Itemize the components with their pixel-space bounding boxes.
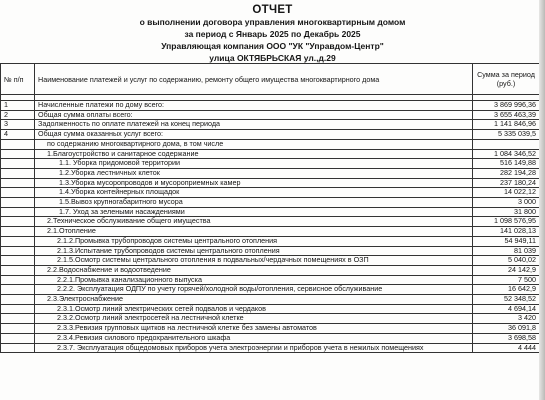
row-number bbox=[1, 168, 35, 178]
row-name: 2.3.Электроснабжение bbox=[35, 295, 473, 305]
row-amount: 7 500 bbox=[473, 275, 540, 285]
row-name: 2.3.4.Ревизия силового предохранительного шкафа bbox=[35, 333, 473, 343]
row-amount bbox=[473, 139, 540, 149]
row-amount: 81 039 bbox=[473, 246, 540, 256]
row-name: 1.2.Уборка лестничных клеток bbox=[35, 168, 473, 178]
row-name: 2.1.5.Осмотр системы центрального отопления в подвальных/чердачных помещениях в ОЗП bbox=[35, 256, 473, 266]
row-number bbox=[1, 314, 35, 324]
table-header-row bbox=[1, 64, 540, 95]
row-amount: 52 348,52 bbox=[473, 295, 540, 305]
row-amount: 14 022,12 bbox=[473, 188, 540, 198]
row-number bbox=[1, 217, 35, 227]
column-header-sum: Сумма за период (руб.) bbox=[473, 64, 540, 95]
page-edge-shadow bbox=[539, 0, 545, 400]
row-amount: 31 800 bbox=[473, 207, 540, 217]
table-row bbox=[1, 149, 540, 159]
row-amount: 36 091,8 bbox=[473, 324, 540, 334]
row-number bbox=[1, 188, 35, 198]
row-number bbox=[1, 159, 35, 169]
row-name: Общая сумма оказанных услуг всего: bbox=[35, 130, 473, 140]
row-amount: 237 180,24 bbox=[473, 178, 540, 188]
row-name: 2.1.2.Промывка трубопроводов системы центрального отопления bbox=[35, 236, 473, 246]
row-number bbox=[1, 256, 35, 266]
management-company: Управляющая компания ООО "УК "Управдом-Центр" bbox=[161, 41, 384, 51]
row-number bbox=[1, 178, 35, 188]
row-name: 2.3.1.Осмотр линий электрических сетей подвалов и чердаков bbox=[35, 304, 473, 314]
report-table bbox=[0, 63, 540, 353]
row-name: 2.1.Отопление bbox=[35, 227, 473, 237]
row-number bbox=[1, 246, 35, 256]
row-name: 2.2.Водоснабжение и водоотведение bbox=[35, 265, 473, 275]
row-amount: 24 142,9 bbox=[473, 265, 540, 275]
row-amount: 3 655 463,39 bbox=[473, 110, 540, 120]
row-number: 2 bbox=[1, 110, 35, 120]
table-row bbox=[1, 256, 540, 266]
row-number bbox=[1, 275, 35, 285]
row-name: 2.3.7. Эксплуатация общедомовых приборов учета электроэнергии и приборов учета в нежилых помещениях bbox=[35, 343, 473, 353]
column-header-name: Наименование платежей и услуг по содержанию, ремонту общего имущества многоквартирного дома bbox=[35, 64, 473, 95]
table-row bbox=[1, 343, 540, 353]
table-row bbox=[1, 207, 540, 217]
row-number: 1 bbox=[1, 101, 35, 111]
row-number bbox=[1, 304, 35, 314]
row-amount: 141 028,13 bbox=[473, 227, 540, 237]
row-amount: 54 949,11 bbox=[473, 236, 540, 246]
house-address: улица ОКТЯБРЬСКАЯ ул.,д.29 bbox=[209, 53, 336, 63]
row-number bbox=[1, 227, 35, 237]
table-row bbox=[1, 110, 540, 120]
row-number bbox=[1, 333, 35, 343]
row-number bbox=[1, 343, 35, 353]
table-row bbox=[1, 120, 540, 130]
row-number: 3 bbox=[1, 120, 35, 130]
report-subtitle: о выполнении договора управления многоквартирным домом bbox=[139, 17, 406, 27]
table-row bbox=[1, 333, 540, 343]
row-number bbox=[1, 149, 35, 159]
row-name: 2.2.2. Эксплуатация ОДПУ по учету горячей/холодной воды/отопления, сервисное обслуживание bbox=[35, 285, 473, 295]
row-amount: 16 642,9 bbox=[473, 285, 540, 295]
row-amount: 5 335 039,5 bbox=[473, 130, 540, 140]
row-number: 4 bbox=[1, 130, 35, 140]
row-number bbox=[1, 236, 35, 246]
table-row bbox=[1, 324, 540, 334]
table-row bbox=[1, 265, 540, 275]
row-name: по содержанию многоквартирного дома, в том числе bbox=[35, 139, 473, 149]
row-number bbox=[1, 139, 35, 149]
row-amount: 4 694,14 bbox=[473, 304, 540, 314]
row-name: 2.2.1.Промывка канализационного выпуска bbox=[35, 275, 473, 285]
report-period: за период с Январь 2025 по Декабрь 2025 bbox=[184, 29, 361, 39]
row-amount: 1 084 346,52 bbox=[473, 149, 540, 159]
table-row bbox=[1, 217, 540, 227]
table-row bbox=[1, 285, 540, 295]
row-name: 1.5.Вывоз крупногабаритного мусора bbox=[35, 198, 473, 208]
row-amount: 516 149,88 bbox=[473, 159, 540, 169]
row-number bbox=[1, 265, 35, 275]
table-row bbox=[1, 198, 540, 208]
row-name: 2.1.3.Испытание трубопроводов системы центрального отопления bbox=[35, 246, 473, 256]
table-row bbox=[1, 130, 540, 140]
row-number bbox=[1, 324, 35, 334]
row-name: 1.1. Уборка придомовой территории bbox=[35, 159, 473, 169]
row-amount: 3 000 bbox=[473, 198, 540, 208]
row-name: 2.Техническое обслуживание общего имущества bbox=[35, 217, 473, 227]
table-row bbox=[1, 246, 540, 256]
table-row bbox=[1, 295, 540, 305]
row-number bbox=[1, 295, 35, 305]
row-amount: 3 869 996,36 bbox=[473, 101, 540, 111]
table-row bbox=[1, 178, 540, 188]
row-amount: 1 141 846,96 bbox=[473, 120, 540, 130]
report-title: ОТЧЕТ bbox=[252, 4, 293, 16]
row-amount: 5 040,02 bbox=[473, 256, 540, 266]
row-number bbox=[1, 198, 35, 208]
column-header-number: № п/п bbox=[1, 64, 35, 95]
table-row bbox=[1, 168, 540, 178]
row-name: 1.7. Уход за зелеными насаждениями bbox=[35, 207, 473, 217]
table-row bbox=[1, 314, 540, 324]
table-row bbox=[1, 159, 540, 169]
row-name: Задолженность по оплате платежей на конец периода bbox=[35, 120, 473, 130]
row-number bbox=[1, 285, 35, 295]
row-number bbox=[1, 207, 35, 217]
row-name: Общая сумма оплаты всего: bbox=[35, 110, 473, 120]
table-row bbox=[1, 188, 540, 198]
table-row bbox=[1, 139, 540, 149]
row-amount: 3 698,58 bbox=[473, 333, 540, 343]
row-name: 1.4.Уборка контейнерных площадок bbox=[35, 188, 473, 198]
row-amount: 1 098 576,95 bbox=[473, 217, 540, 227]
table-row bbox=[1, 227, 540, 237]
row-name: 1.Благоустройство и санитарное содержание bbox=[35, 149, 473, 159]
table-row bbox=[1, 236, 540, 246]
row-name: 1.3.Уборка мусоропроводов и мусороприемных камер bbox=[35, 178, 473, 188]
row-name: 2.3.2.Осмотр линий электросетей на лестничной клетке bbox=[35, 314, 473, 324]
row-name: 2.3.3.Ревизия групповых щитков на лестничной клетке без замены автоматов bbox=[35, 324, 473, 334]
row-amount: 3 420 bbox=[473, 314, 540, 324]
table-row bbox=[1, 101, 540, 111]
table-row bbox=[1, 304, 540, 314]
table-row bbox=[1, 275, 540, 285]
row-name: Начисленные платежи по дому всего: bbox=[35, 101, 473, 111]
row-amount: 4 444 bbox=[473, 343, 540, 353]
row-amount: 282 194,28 bbox=[473, 168, 540, 178]
